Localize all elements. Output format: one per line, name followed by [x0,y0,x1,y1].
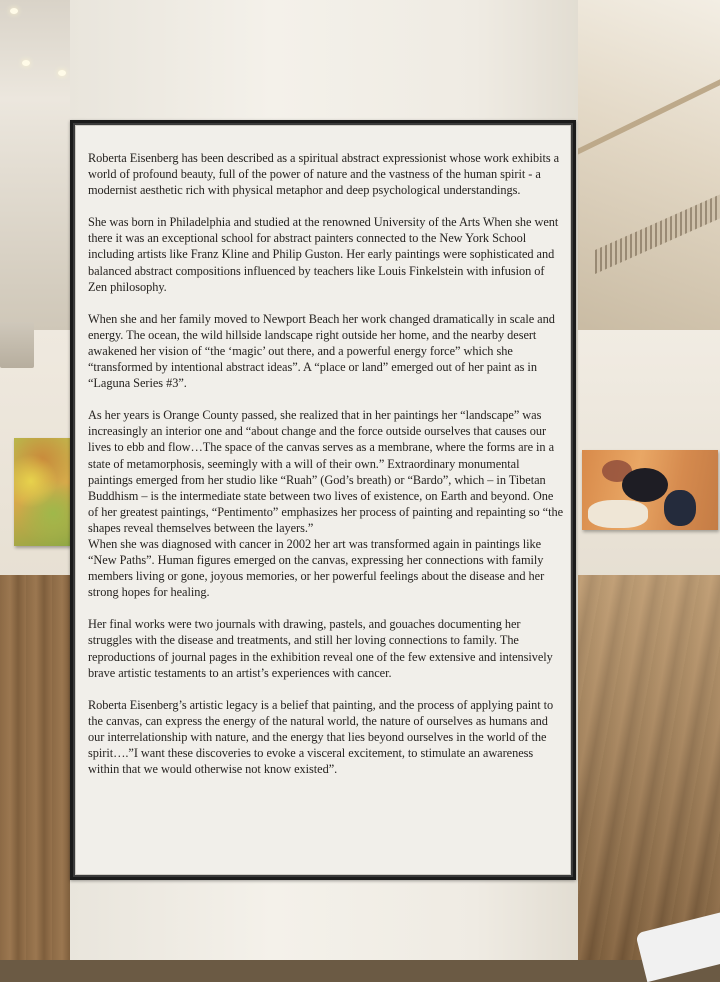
panel-text [88,150,566,793]
paragraph-intro: Roberta Eisenberg has been described as a spiritual abstract expressionist whose work exhibits a world of profound beauty, full of the power of nature and the vastness of the human spirit - a modernist aesthetic rich with physical metaphor and deep psychological understandings. [88,151,560,198]
abstract-painting-left [14,438,70,546]
gallery-ceiling-left [0,0,80,330]
paragraph-cancer: When she was diagnosed with cancer in 2002 her art was transformed again in paintings like “New Paths”. Human figures emerged on the canvas, expressing her connections with family members living or gone, joyous memories, or her powerful feelings about the disease and her strong hopes for healing. [88,536,545,600]
wall-text-panel [70,120,576,880]
paragraph-early-life: She was born in Philadelphia and studied at the renowned University of the Arts When she went there it was an exceptional school for abstract painters connected to the New York School including artists like Franz Kline and Philip Guston. Her early paintings were sophisticated and balanced abstract compositions influenced by teachers like Louis Finkelstein with infusion of Zen philosophy. [88,215,559,294]
ceiling-light [58,70,66,76]
paragraph-newport-beach: When she and her family moved to Newport Beach her work changed dramatically in scale and energy. The ocean, the wild hillside landscape right outside her home, and the nearby desert awakened her vision of “the ‘magic’ out there, and a powerful energy force” which she “transformed by intentional abstract ideas”. A “place or land” emerged out of her paint as in “Laguna Series #3”. [88,311,555,391]
wall-equipment [0,322,34,368]
floor-reflection [570,575,720,960]
ceiling-light [22,60,30,66]
abstract-painting-right [582,450,718,530]
paragraph-legacy: Roberta Eisenberg’s artistic legacy is a belief that painting, and the process of applying paint to the canvas, can express the energy of the natural world, the nature of ourselves as humans and our interrelationship with nature, and the energy that lies beyond ourselves in the world of the spirit….”I want these discoveries to evoke a visceral excitement, to stimulate an awareness within that we would otherwise not know existed”. [88,697,554,777]
ceiling-light [10,8,18,14]
paragraph-orange-county: As her years is Orange County passed, she realized that in her paintings her “landscape” was increasingly an interior one and “about change and the force outside ourselves that causes our lives to ebb and flow…The space of the canvas serves as a membrane, where the forms are in a state of metamorphosis, seemingly with a will of their own.” Extraordinary monumental paintings emerged from her studio like “Ruah” (God’s breath) or “Bardo”, which – in Tibetan Buddhism – is the intermediate state between two lives of existence, on Earth and beyond. One of her greatest paintings, “Pentimento” emphasizes her process of painting and repainting so “the shapes reveal themselves between the layers.” [88,408,564,535]
wood-floor-left [0,575,80,960]
paragraph-final-works: Her final works were two journals with drawing, pastels, and gouaches documenting her struggles with the disease and treatments, and still her loving connections to family. The reproductions of journal pages in the exhibition reveal one of the few extensive and intensively brave artistic testaments to an artist’s experiences with cancer. [88,617,553,680]
panel-surface [75,125,571,875]
gallery-ceiling-right [570,0,720,330]
